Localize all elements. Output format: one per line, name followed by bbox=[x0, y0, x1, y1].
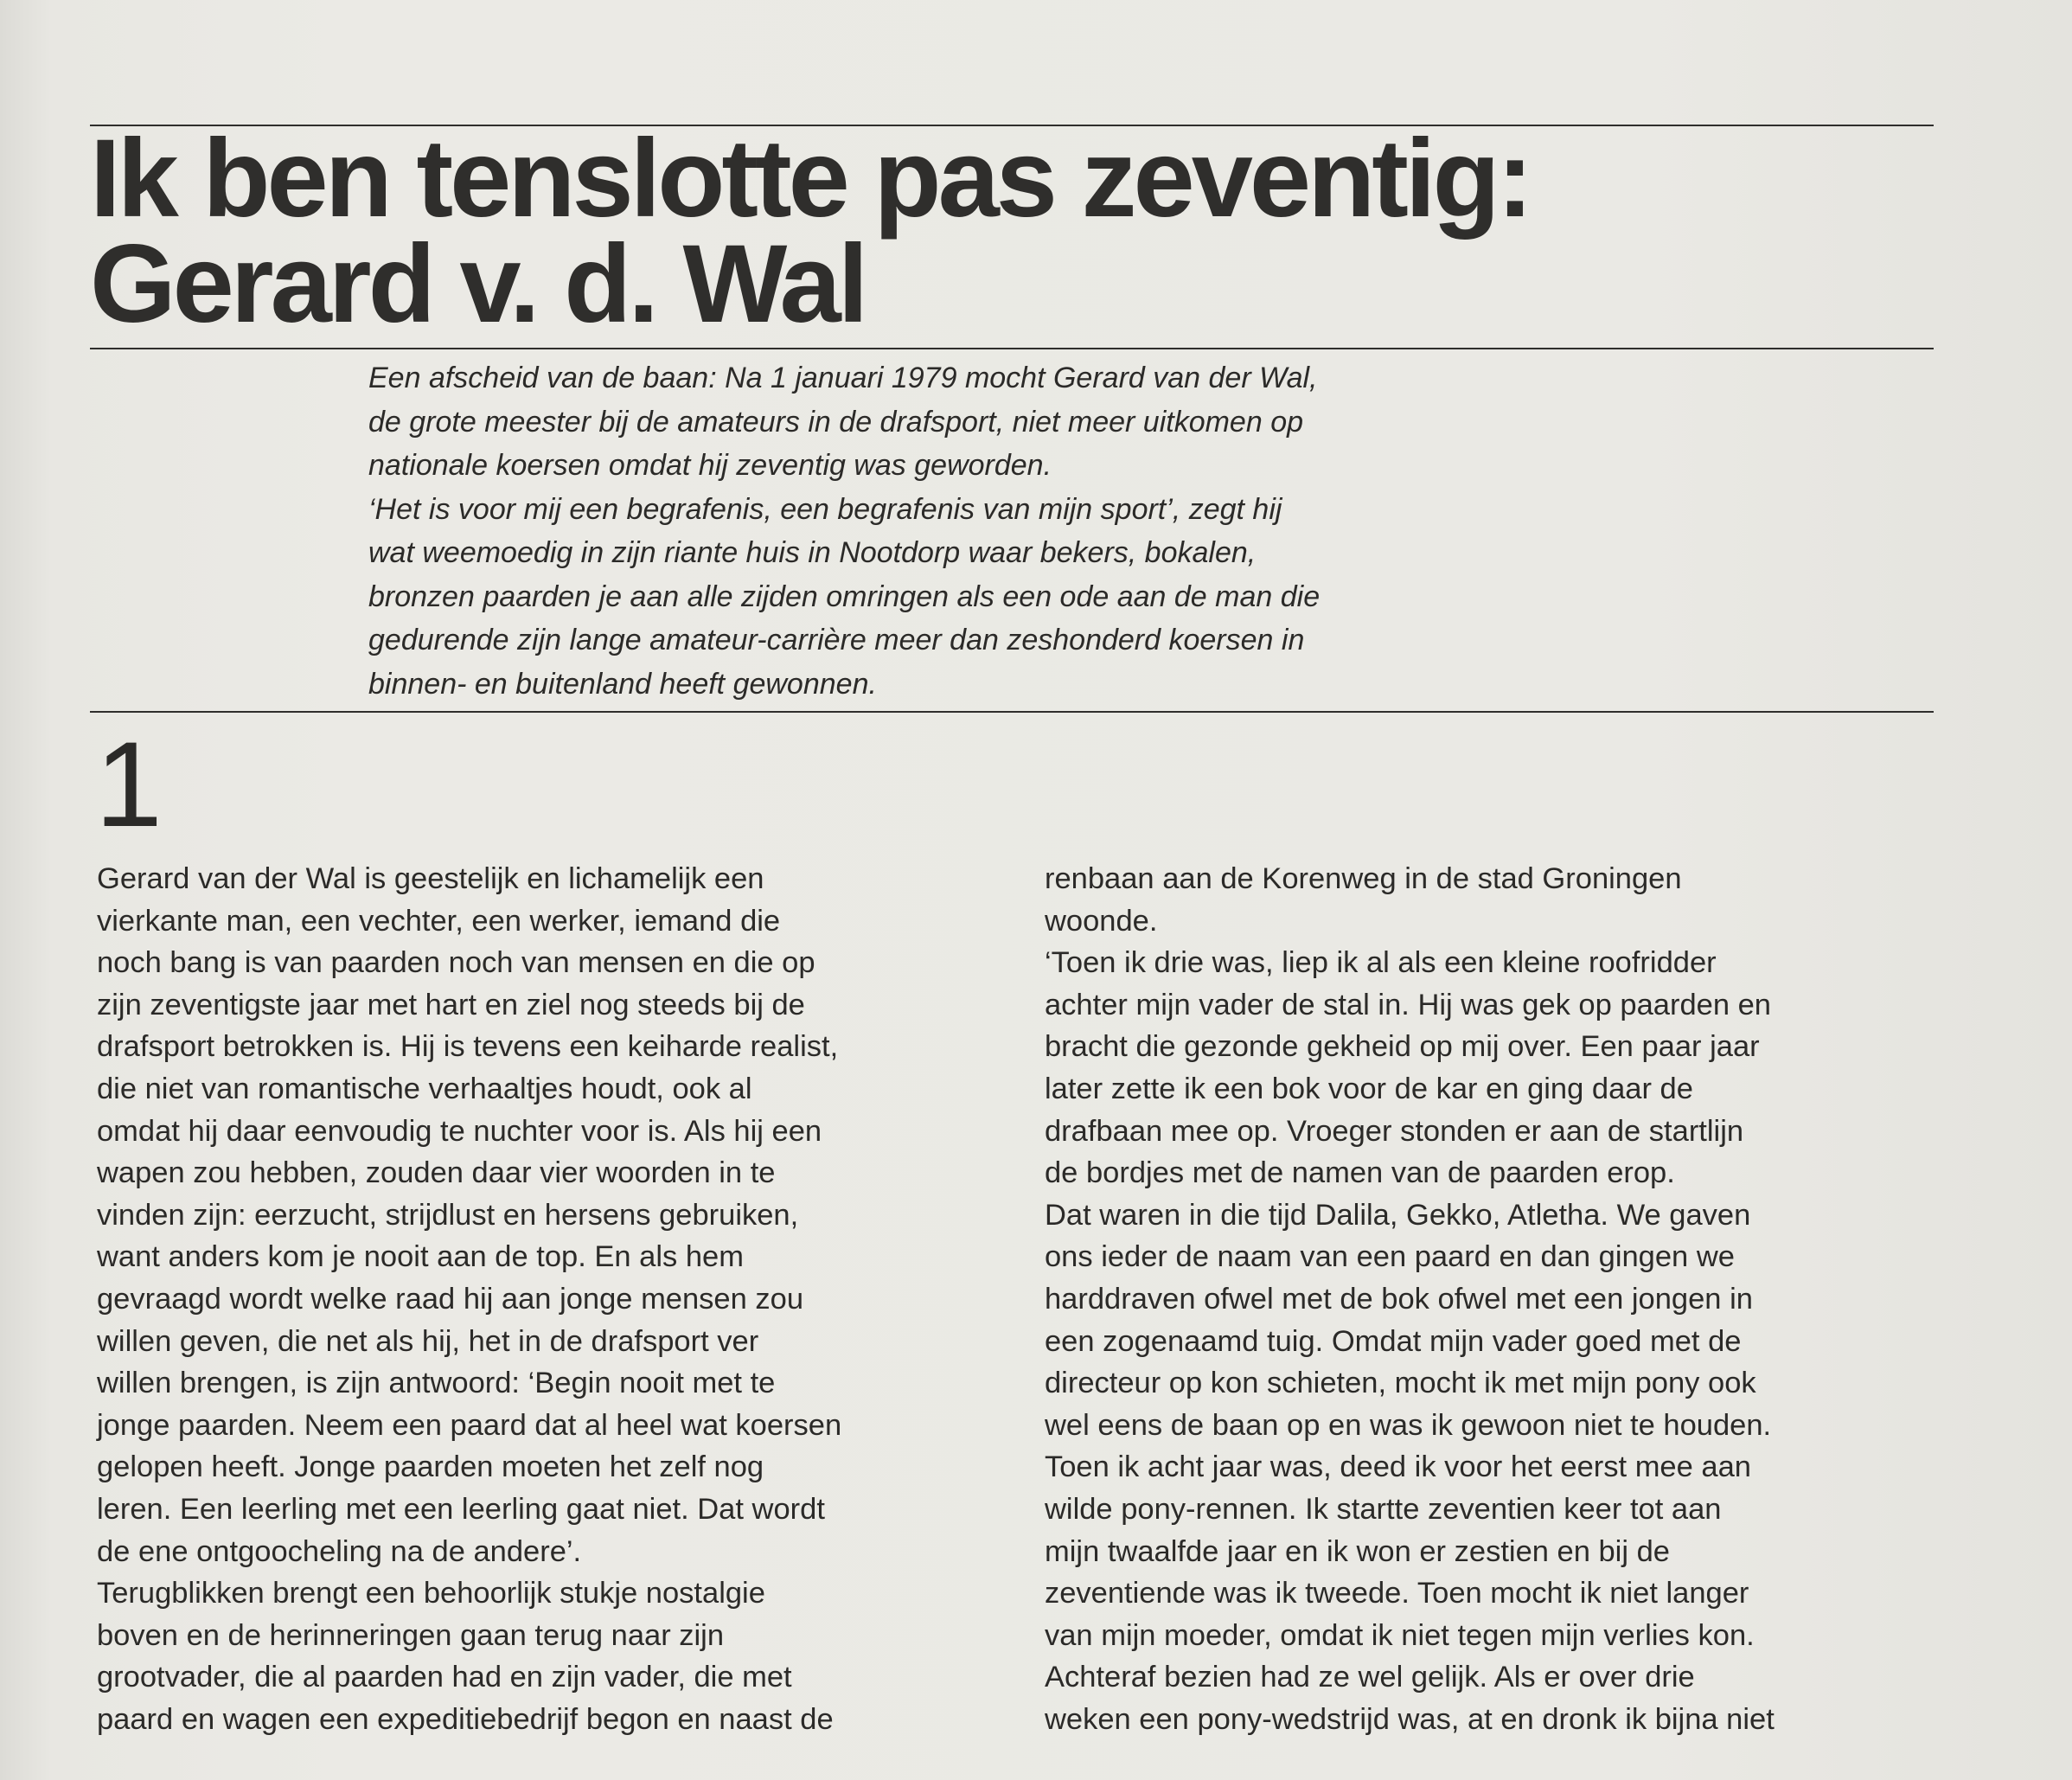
body-line: vinden zijn: eerzucht, strijdlust en hersens gebruiken, bbox=[97, 1198, 799, 1232]
body-line: omdat hij daar eenvoudig te nuchter voor is. Als hij een bbox=[97, 1114, 822, 1148]
body-line: noch bang is van paarden noch van mensen en die op bbox=[97, 946, 815, 980]
body-line: de ene ontgoocheling na de andere’. bbox=[97, 1534, 582, 1568]
body-line: woonde. bbox=[1045, 904, 1158, 938]
body-line: drafsport betrokken is. Hij is tevens een keiharde realist, bbox=[97, 1030, 839, 1064]
body-line: die niet van romantische verhaaltjes houdt, ook al bbox=[97, 1072, 752, 1105]
intro-line: bronzen paarden je aan alle zijden omringen als een ode aan de man die bbox=[368, 579, 1321, 613]
body-line: later zette ik een bok voor de kar en ging daar de bbox=[1045, 1072, 1693, 1105]
body-line: zijn zeventigste jaar met hart en ziel nog steeds bij de bbox=[97, 988, 805, 1021]
body-line: renbaan aan de Korenweg in de stad Groningen bbox=[1045, 862, 1682, 895]
intro-line: nationale koersen omdat hij zeventig was geworden. bbox=[368, 449, 1052, 482]
intro-line: gedurende zijn lange amateur-carrière meer dan zeshonderd koersen in bbox=[368, 624, 1305, 656]
body-line: wel eens de baan op en was ik gewoon niet te houden. bbox=[1045, 1408, 1772, 1442]
chapter-number: 1 bbox=[95, 716, 163, 852]
section-rule bbox=[90, 711, 1934, 713]
body-line: directeur op kon schieten, mocht ik met mijn pony ook bbox=[1045, 1367, 1756, 1400]
body-line: vierkante man, een vechter, een werker, iemand die bbox=[97, 904, 781, 938]
body-line: grootvader, die al paarden had en zijn vader, die met bbox=[97, 1661, 792, 1694]
body-line: een zogenaamd tuig. Omdat mijn vader goed met de bbox=[1045, 1324, 1742, 1358]
body-line: ‘Toen ik drie was, liep ik al als een kleine roofridder bbox=[1045, 946, 1717, 980]
body-line: achter mijn vader de stal in. Hij was gek op paarden en bbox=[1045, 988, 1771, 1021]
headline-rule bbox=[90, 348, 1934, 349]
headline-line-2: Gerard v. d. Wal bbox=[90, 222, 866, 346]
body-line: Dat waren in die tijd Dalila, Gekko, Atletha. We gaven bbox=[1045, 1198, 1751, 1232]
body-line: weken een pony-wedstrijd was, at en dronk ik bijna niet bbox=[1045, 1702, 1775, 1736]
article-headline bbox=[90, 117, 1934, 346]
body-line: harddraven ofwel met de bok ofwel met een jongen in bbox=[1045, 1282, 1753, 1316]
body-line: gevraagd wordt welke raad hij aan jonge mensen zou bbox=[97, 1282, 804, 1316]
intro-line: wat weemoedig in zijn riante huis in Nootdorp waar bekers, bokalen, bbox=[368, 536, 1257, 569]
body-line: de bordjes met de namen van de paarden erop. bbox=[1045, 1156, 1675, 1190]
body-line: gelopen heeft. Jonge paarden moeten het zelf nog bbox=[97, 1450, 764, 1484]
body-line: Gerard van der Wal is geestelijk en lichamelijk een bbox=[97, 862, 764, 895]
body-line: jonge paarden. Neem een paard dat al heel wat koersen bbox=[97, 1408, 842, 1442]
intro-line: ‘Het is voor mij een begrafenis, een begrafenis van mijn sport’, zegt hij bbox=[368, 492, 1282, 526]
body-column-right bbox=[1045, 858, 1944, 1740]
body-line: drafbaan mee op. Vroeger stonden er aan de startlijn bbox=[1045, 1114, 1744, 1148]
intro-line: Een afscheid van de baan: Na 1 januari 1979 mocht Gerard van der Wal, bbox=[368, 362, 1318, 394]
body-line: wapen zou hebben, zouden daar vier woorden in te bbox=[97, 1156, 776, 1190]
intro-line: de grote meester bij de amateurs in de drafsport, niet meer uitkomen op bbox=[368, 405, 1304, 439]
body-line: leren. Een leerling met een leerling gaat niet. Dat wordt bbox=[97, 1492, 825, 1526]
body-line: Toen ik acht jaar was, deed ik voor het eerst mee aan bbox=[1045, 1450, 1751, 1484]
body-line: Achteraf bezien had ze wel gelijk. Als er over drie bbox=[1045, 1661, 1695, 1694]
headline-line-1: Ik ben tenslotte pas zeventig: bbox=[90, 117, 1531, 240]
body-line: paard en wagen een expeditiebedrijf begon en naast de bbox=[97, 1702, 834, 1736]
intro-lede bbox=[368, 356, 1579, 706]
intro-line: binnen- en buitenland heeft gewonnen. bbox=[368, 667, 877, 701]
body-line: willen geven, die net als hij, het in de drafsport ver bbox=[97, 1324, 759, 1358]
body-line: willen brengen, is zijn antwoord: ‘Begin nooit met te bbox=[97, 1367, 776, 1400]
body-line: ons ieder de naam van een paard en dan gingen we bbox=[1045, 1240, 1735, 1274]
body-line: mijn twaalfde jaar en ik won er zestien en bij de bbox=[1045, 1534, 1670, 1568]
body-line: van mijn moeder, omdat ik niet tegen mijn verlies kon. bbox=[1045, 1618, 1755, 1652]
body-column-left bbox=[97, 858, 996, 1740]
body-line: Terugblikken brengt een behoorlijk stukje nostalgie bbox=[97, 1577, 765, 1610]
body-line: boven en de herinneringen gaan terug naar zijn bbox=[97, 1618, 725, 1652]
body-line: want anders kom je nooit aan de top. En als hem bbox=[97, 1240, 744, 1274]
body-line: bracht die gezonde gekheid op mij over. Een paar jaar bbox=[1045, 1030, 1760, 1064]
body-line: zeventiende was ik tweede. Toen mocht ik niet langer bbox=[1045, 1577, 1749, 1610]
body-line: wilde pony-rennen. Ik startte zeventien keer tot aan bbox=[1045, 1492, 1722, 1526]
